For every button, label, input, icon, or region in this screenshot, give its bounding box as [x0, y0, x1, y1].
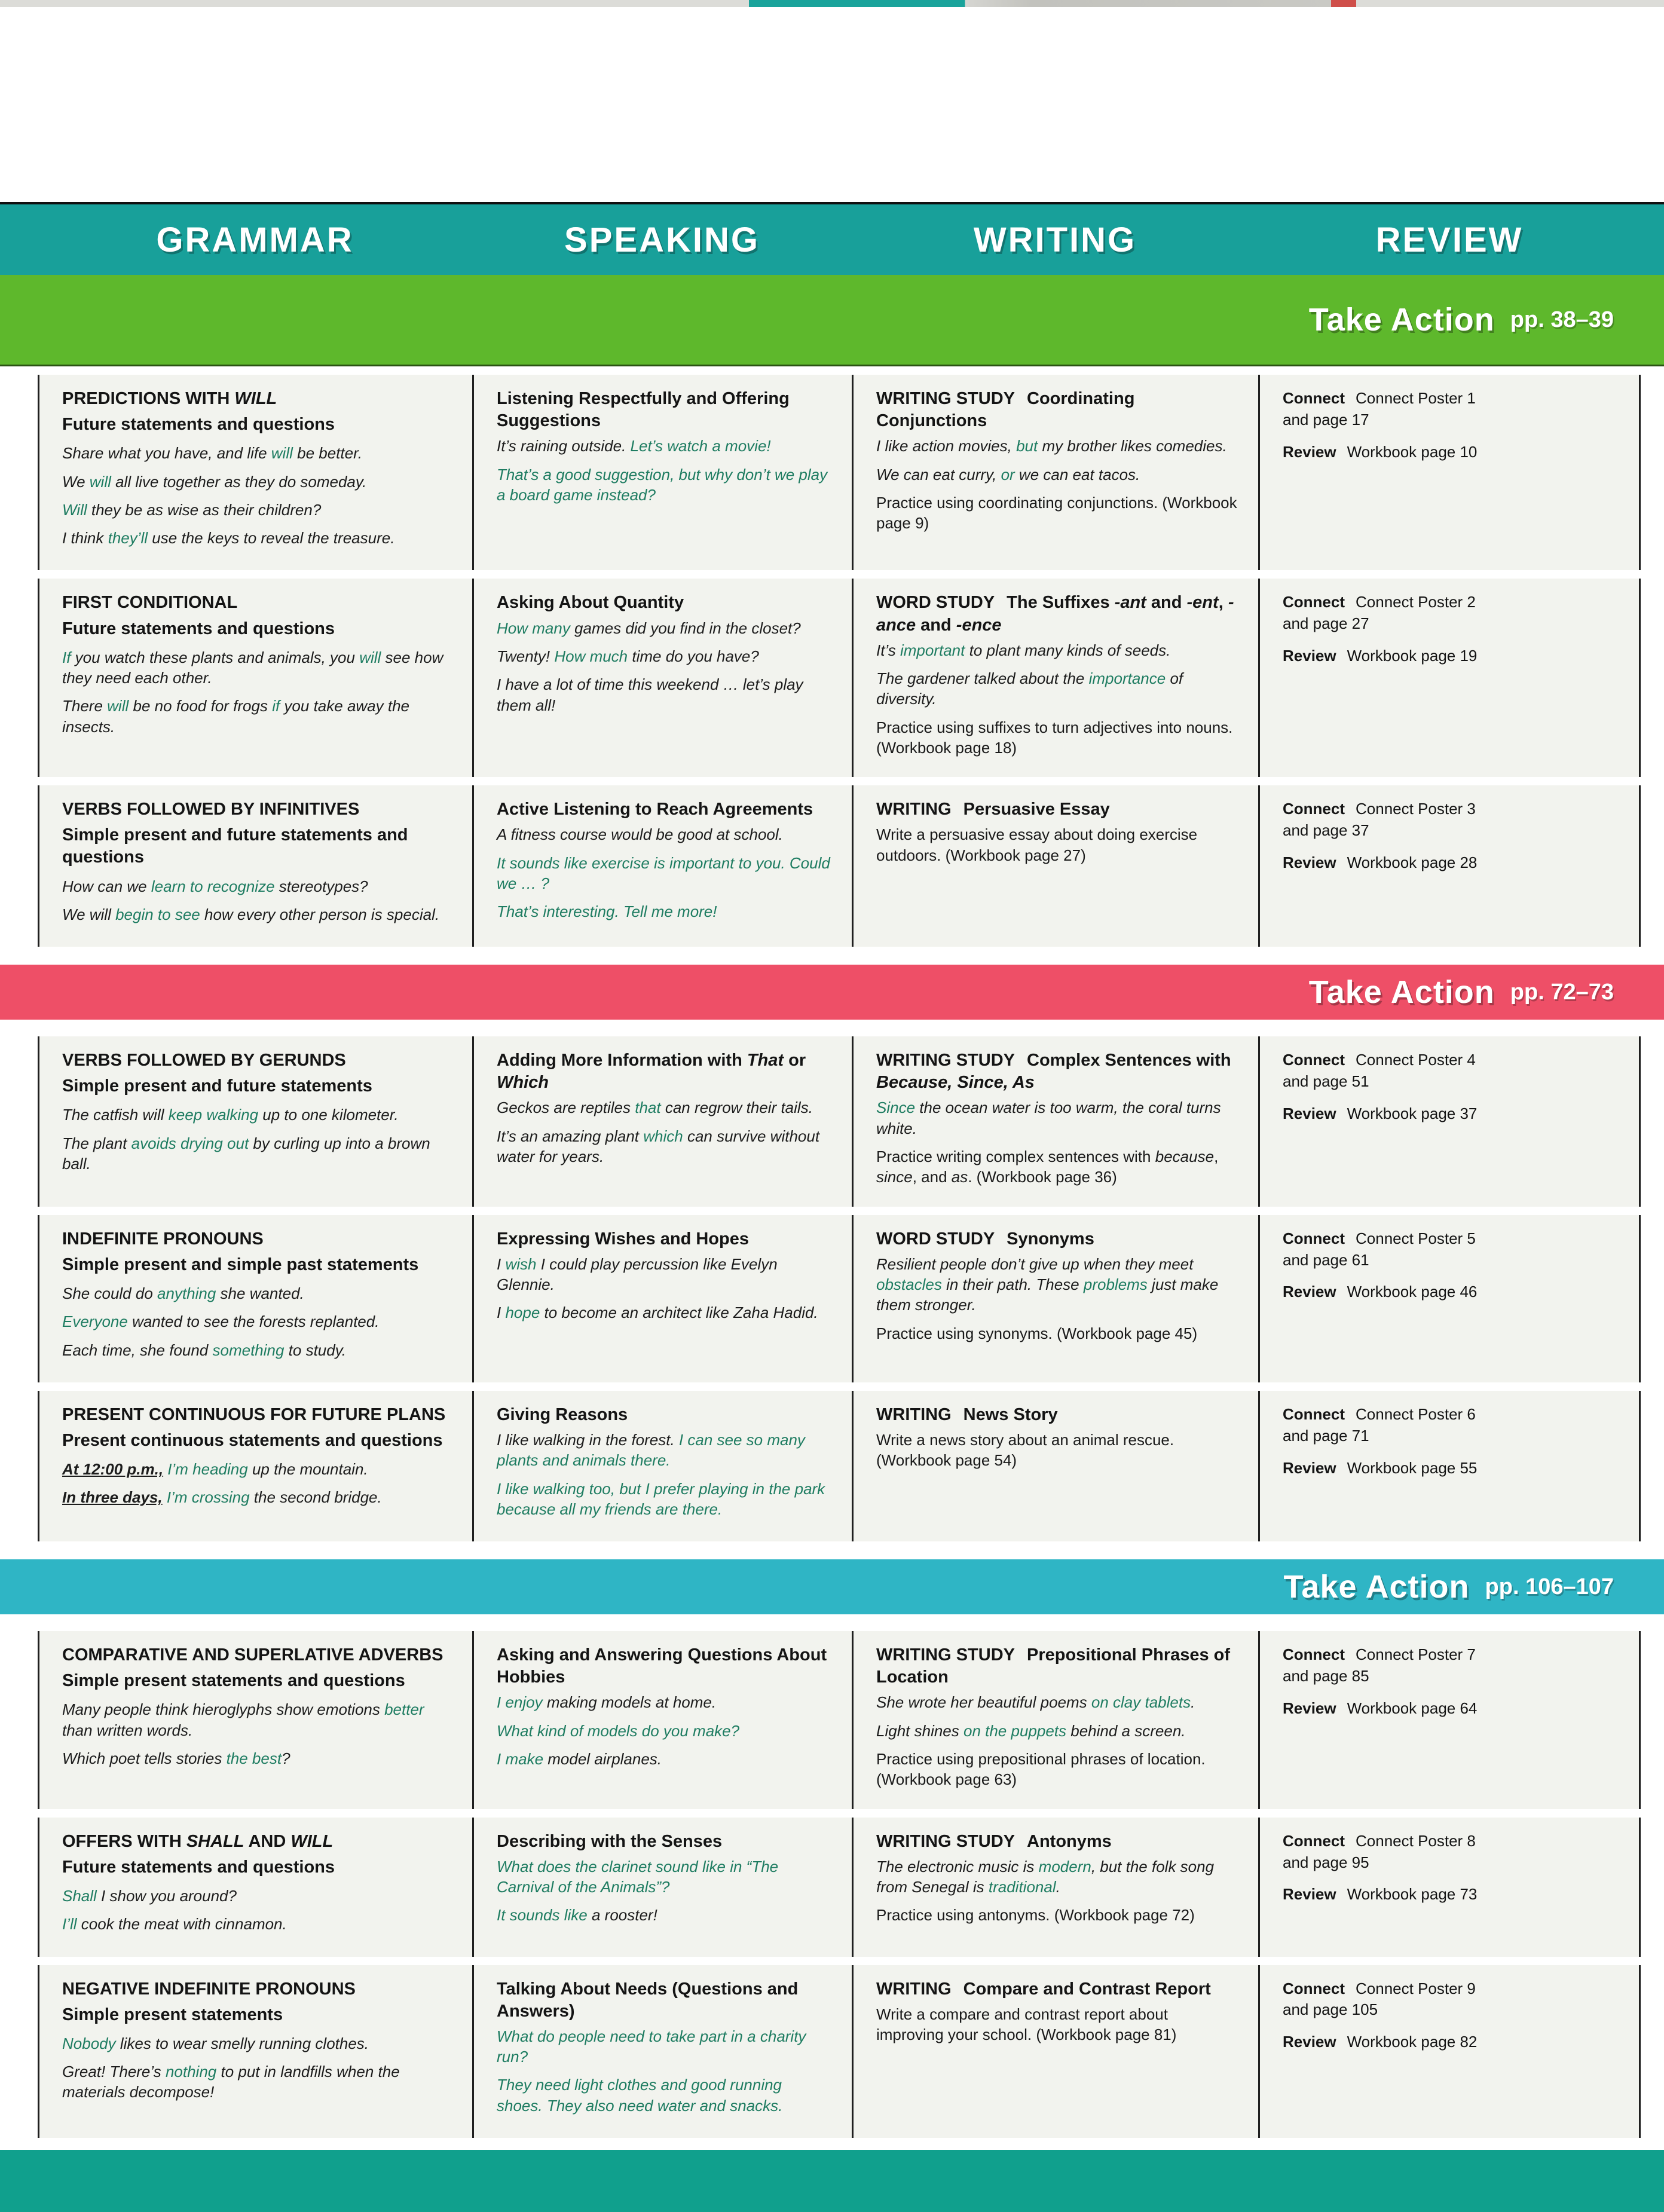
review-label: Review [1283, 2033, 1336, 2051]
review-label: Review [1283, 1283, 1336, 1301]
take-action-banner-3 [0, 1559, 1664, 1614]
connect-reference [1283, 798, 1619, 842]
speaking-cell [472, 1391, 852, 1541]
speaking-cell [472, 579, 852, 777]
writing-strand-label: WRITING [876, 1979, 952, 1999]
review-label: Review [1283, 647, 1336, 665]
example-sentence: I wish I could play percussion like Evelyn Glennie. [497, 1255, 778, 1294]
speaking-topic: Listening Respectfully and Offering Suggestions [497, 389, 790, 431]
example-sentence: I enjoy making models at home. [497, 1693, 717, 1712]
connect-reference [1283, 1978, 1619, 2021]
example-sentence: We will all live together as they do someday. [62, 472, 367, 491]
example-sentence: That’s interesting. Tell me more! [497, 902, 717, 921]
writing-strand-label: WRITING STUDY [876, 1831, 1015, 1851]
example-sentence: The gardener talked about the importance of diversity. [876, 669, 1183, 708]
grammar-cell [38, 1391, 472, 1541]
review-reference [1283, 852, 1619, 874]
grammar-cell [38, 785, 472, 947]
example-sentence: Shall I show you around? [62, 1886, 237, 1905]
grammar-topic: PRESENT CONTINUOUS FOR FUTURE PLANS [62, 1405, 446, 1424]
example-sentence: The electronic music is modern, but the folk song from Senegal is traditional. [876, 1857, 1215, 1896]
grammar-cell [38, 1631, 472, 1809]
example-sentence: If you watch these plants and animals, you will see how they need each other. [62, 648, 443, 687]
speaking-topic: Active Listening to Reach Agreements [497, 800, 813, 819]
connect-text-2: and page 85 [1283, 1667, 1369, 1685]
review-cell [1258, 1818, 1641, 1957]
connect-text: Connect Poster 4 [1356, 1051, 1476, 1069]
practice-note: Write a news story about an animal rescue. (Workbook page 54) [876, 1430, 1174, 1470]
example-sentence: Many people think hieroglyphs show emotions better than written words. [62, 1700, 424, 1739]
grammar-cell [38, 579, 472, 777]
connect-text-2: and page 95 [1283, 1853, 1369, 1871]
writing-topic: WORD STUDY Synonyms [876, 1229, 1094, 1249]
review-text: Workbook page 55 [1347, 1458, 1478, 1477]
take-action-pages: pp. 38–39 [1510, 307, 1614, 332]
writing-strand-label: WORD STUDY [876, 593, 995, 613]
connect-reference [1283, 592, 1619, 635]
example-sentence: Everyone wanted to see the forests replanted. [62, 1312, 380, 1331]
practice-note: Practice using coordinating conjunctions. (Workbook page 9) [876, 493, 1237, 533]
speaking-topic: Asking and Answering Questions About Hobbies [497, 1645, 827, 1687]
units-4-6-grid [0, 1028, 1664, 1551]
example-sentence: I make model airplanes. [497, 1750, 662, 1769]
review-cell [1258, 1215, 1641, 1382]
connect-label: Connect [1283, 1405, 1345, 1423]
example-sentence: Since the ocean water is too warm, the coral turns white. [876, 1099, 1221, 1137]
example-sentence: They need light clothes and good running shoes. They also need water and snacks. [497, 2076, 783, 2115]
connect-text-2: and page 17 [1283, 410, 1369, 429]
example-sentence: I like action movies, but my brother likes comedies. [876, 437, 1227, 455]
review-text: Workbook page 82 [1347, 2033, 1478, 2051]
example-sentence: Will they be as wise as their children? [62, 500, 322, 519]
grammar-subtitle: Simple present statements [62, 2005, 283, 2024]
grammar-topic: COMPARATIVE AND SUPERLATIVE ADVERBS [62, 1645, 443, 1665]
speaking-cell [472, 785, 852, 947]
review-reference [1283, 1103, 1619, 1125]
review-text: Workbook page 46 [1347, 1283, 1478, 1301]
connect-text: Connect Poster 5 [1356, 1229, 1476, 1247]
review-reference [1283, 1458, 1619, 1479]
grammar-subtitle: Simple present and simple past statements [62, 1255, 419, 1274]
unit-row [38, 785, 1641, 947]
connect-label: Connect [1283, 1051, 1345, 1069]
page-edge-artifact [0, 0, 1664, 7]
review-text: Workbook page 10 [1347, 442, 1478, 461]
practice-note: Write a compare and contrast report about improving your school. (Workbook page 81) [876, 2005, 1177, 2043]
column-header-speaking [472, 220, 852, 260]
grammar-cell [38, 1036, 472, 1206]
column-header-review-label: REVIEW [1375, 220, 1524, 259]
connect-label: Connect [1283, 800, 1345, 818]
take-action-pages: pp. 72–73 [1510, 979, 1614, 1005]
practice-note: Practice using antonyms. (Workbook page 72) [876, 1906, 1195, 1925]
units-1-3-grid [0, 366, 1664, 956]
column-header-band [0, 202, 1664, 275]
unit-row [38, 1818, 1641, 1957]
example-sentence: Which poet tells stories the best? [62, 1749, 290, 1768]
writing-topic: WRITING Compare and Contrast Report [876, 1979, 1211, 1999]
grammar-cell [38, 375, 472, 570]
connect-text: Connect Poster 3 [1356, 800, 1476, 818]
example-sentence: Resilient people don’t give up when they meet obstacles in their path. These problems just make them stronger. [876, 1255, 1219, 1314]
speaking-cell [472, 375, 852, 570]
example-sentence: In three days, I’m crossing the second bridge. [62, 1488, 382, 1507]
example-sentence: There will be no food for frogs if you take away the insects. [62, 697, 410, 736]
column-header-grammar [38, 220, 472, 260]
review-cell [1258, 1391, 1641, 1541]
connect-label: Connect [1283, 593, 1345, 611]
example-sentence: Share what you have, and life will be better. [62, 444, 363, 463]
review-reference [1283, 442, 1619, 463]
bottom-band [0, 2150, 1664, 2212]
review-cell [1258, 785, 1641, 947]
writing-cell [852, 1391, 1258, 1541]
connect-label: Connect [1283, 1229, 1345, 1247]
practice-note: Practice using synonyms. (Workbook page 45) [876, 1324, 1198, 1342]
example-sentence: I’ll cook the meat with cinnamon. [62, 1915, 287, 1933]
speaking-cell [472, 1965, 852, 2138]
connect-text: Connect Poster 2 [1356, 593, 1476, 611]
writing-topic: WRITING News Story [876, 1405, 1058, 1424]
writing-strand-label: WRITING STUDY [876, 389, 1015, 408]
writing-topic: WRITING STUDY Antonyms [876, 1831, 1112, 1851]
grammar-topic: VERBS FOLLOWED BY INFINITIVES [62, 800, 360, 819]
speaking-cell [472, 1215, 852, 1382]
review-cell [1258, 1965, 1641, 2138]
example-sentence: I like walking too, but I prefer playing in the park because all my friends are there. [497, 1479, 825, 1518]
grammar-subtitle: Future statements and questions [62, 619, 335, 638]
example-sentence: That’s a good suggestion, but why don’t we play a board game instead? [497, 465, 828, 504]
column-header-writing-label: WRITING [973, 220, 1137, 259]
grammar-cell [38, 1818, 472, 1957]
review-label: Review [1283, 442, 1336, 461]
connect-label: Connect [1283, 389, 1345, 407]
writing-cell [852, 1818, 1258, 1957]
example-sentence: I have a lot of time this weekend … let’s play them all! [497, 675, 803, 714]
writing-cell [852, 785, 1258, 947]
practice-note: Practice writing complex sentences with because, since, and as. (Workbook page 36) [876, 1148, 1219, 1186]
example-sentence: A fitness course would be good at school. [497, 825, 783, 844]
take-action-label: Take Action [1283, 1569, 1470, 1605]
practice-note: Practice using suffixes to turn adjectives into nouns. (Workbook page 18) [876, 718, 1233, 757]
example-sentence: It sounds like a rooster! [497, 1906, 657, 1925]
example-sentence: What does the clarinet sound like in “The Carnival of the Animals”? [497, 1857, 779, 1896]
grammar-subtitle: Simple present statements and questions [62, 1671, 405, 1691]
grammar-subtitle: Future statements and questions [62, 415, 335, 435]
unit-row [38, 579, 1641, 777]
example-sentence: Geckos are reptiles that can regrow their tails. [497, 1099, 813, 1117]
connect-text-2: and page 61 [1283, 1250, 1369, 1269]
review-reference [1283, 2032, 1619, 2053]
speaking-cell [472, 1631, 852, 1809]
connect-text-2: and page 105 [1283, 2000, 1378, 2019]
speaking-topic: Giving Reasons [497, 1405, 628, 1424]
review-cell [1258, 579, 1641, 777]
grammar-subtitle: Future statements and questions [62, 1857, 335, 1877]
writing-cell [852, 1036, 1258, 1206]
grammar-topic: INDEFINITE PRONOUNS [62, 1229, 264, 1249]
grammar-topic: NEGATIVE INDEFINITE PRONOUNS [62, 1979, 356, 1999]
unit-row [38, 1036, 1641, 1206]
example-sentence: We will begin to see how every other person is special. [62, 905, 440, 923]
example-sentence: Great! There’s nothing to put in landfills when the materials decompose! [62, 2063, 400, 2101]
example-sentence: She wrote her beautiful poems on clay tablets. [876, 1693, 1195, 1712]
writing-topic: WRITING STUDY Coordinating Conjunctions [876, 389, 1135, 431]
review-text: Workbook page 28 [1347, 853, 1478, 871]
connect-reference [1283, 1404, 1619, 1447]
speaking-topic: Expressing Wishes and Hopes [497, 1229, 749, 1249]
column-header-writing [852, 220, 1258, 260]
example-sentence: The plant avoids drying out by curling up into a brown ball. [62, 1134, 430, 1173]
take-action-label: Take Action [1308, 302, 1495, 338]
speaking-topic: Adding More Information with That or Which [497, 1051, 806, 1093]
speaking-topic: Asking About Quantity [497, 593, 684, 613]
connect-text: Connect Poster 8 [1356, 1831, 1476, 1850]
review-label: Review [1283, 1885, 1336, 1904]
connect-text-2: and page 71 [1283, 1426, 1369, 1445]
speaking-cell [472, 1818, 852, 1957]
connect-reference [1283, 1831, 1619, 1874]
practice-note: Write a persuasive essay about doing exercise outdoors. (Workbook page 27) [876, 825, 1198, 864]
speaking-topic: Talking About Needs (Questions and Answers) [497, 1979, 799, 2021]
connect-text-2: and page 51 [1283, 1072, 1369, 1091]
grammar-cell [38, 1965, 472, 2138]
grammar-subtitle: Simple present and future statements [62, 1076, 372, 1096]
writing-strand-label: WRITING STUDY [876, 1051, 1015, 1070]
writing-topic: WRITING STUDY Complex Sentences with Because, Since, As [876, 1051, 1231, 1093]
example-sentence: It’s raining outside. Let’s watch a movie! [497, 437, 771, 455]
top-margin [0, 7, 1664, 202]
example-sentence: It’s important to plant many kinds of seeds. [876, 641, 1171, 659]
connect-text: Connect Poster 9 [1356, 1979, 1476, 1997]
review-text: Workbook page 19 [1347, 647, 1478, 665]
writing-cell [852, 375, 1258, 570]
unit-row [38, 1631, 1641, 1809]
writing-topic: WORD STUDY The Suffixes -ant and -ent, -ance and -ence [876, 593, 1234, 635]
writing-strand-label: WORD STUDY [876, 1229, 995, 1249]
example-sentence: I hope to become an architect like Zaha Hadid. [497, 1304, 818, 1322]
example-sentence: Each time, she found something to study. [62, 1341, 347, 1359]
example-sentence: She could do anything she wanted. [62, 1284, 304, 1302]
connect-text: Connect Poster 1 [1356, 389, 1476, 407]
connect-label: Connect [1283, 1645, 1345, 1664]
connect-text: Connect Poster 7 [1356, 1645, 1476, 1664]
example-sentence: What kind of models do you make? [497, 1721, 740, 1740]
grammar-topic: PREDICTIONS WITH WILL [62, 389, 277, 408]
review-label: Review [1283, 1458, 1336, 1477]
writing-strand-label: WRITING [876, 1405, 952, 1424]
connect-text-2: and page 37 [1283, 821, 1369, 840]
grammar-topic: VERBS FOLLOWED BY GERUNDS [62, 1051, 346, 1070]
writing-strand-label: WRITING [876, 800, 952, 819]
review-cell [1258, 375, 1641, 570]
review-label: Review [1283, 1699, 1336, 1717]
writing-strand-label: WRITING STUDY [876, 1645, 1015, 1665]
connect-label: Connect [1283, 1979, 1345, 1997]
connect-reference [1283, 1228, 1619, 1271]
example-sentence: I like walking in the forest. I can see so many plants and animals there. [497, 1430, 805, 1470]
example-sentence: At 12:00 p.m., I’m heading up the mountain. [62, 1460, 368, 1479]
example-sentence: It’s an amazing plant which can survive without water for years. [497, 1127, 820, 1166]
take-action-banner-2 [0, 965, 1664, 1020]
writing-cell [852, 1631, 1258, 1809]
review-reference [1283, 1281, 1619, 1303]
example-sentence: Twenty! How much time do you have? [497, 647, 759, 665]
example-sentence: The catfish will keep walking up to one kilometer. [62, 1106, 399, 1124]
example-sentence: Nobody likes to wear smelly running clothes. [62, 2034, 369, 2052]
units-7-9-grid [0, 1623, 1664, 2147]
unit-row [38, 1965, 1641, 2138]
take-action-banner-1 [0, 275, 1664, 366]
column-header-review [1258, 220, 1641, 260]
grammar-subtitle: Simple present and future statements and questions [62, 825, 408, 867]
speaking-topic: Describing with the Senses [497, 1831, 723, 1851]
take-action-pages: pp. 106–107 [1485, 1574, 1614, 1599]
example-sentence: How many games did you find in the closet? [497, 619, 801, 637]
review-cell [1258, 1631, 1641, 1809]
review-text: Workbook page 64 [1347, 1699, 1478, 1717]
example-sentence: How can we learn to recognize stereotypes? [62, 877, 368, 895]
writing-topic: WRITING STUDY Prepositional Phrases of Location [876, 1645, 1231, 1687]
example-sentence: We can eat curry, or we can eat tacos. [876, 465, 1140, 484]
example-sentence: What do people need to take part in a charity run? [497, 2027, 806, 2066]
writing-cell [852, 1965, 1258, 2138]
review-text: Workbook page 37 [1347, 1104, 1478, 1122]
writing-cell [852, 1215, 1258, 1382]
unit-row [38, 375, 1641, 570]
grammar-cell [38, 1215, 472, 1382]
connect-text-2: and page 27 [1283, 614, 1369, 633]
unit-row [38, 1391, 1641, 1541]
connect-text: Connect Poster 6 [1356, 1405, 1476, 1423]
practice-note: Practice using prepositional phrases of location. (Workbook page 63) [876, 1750, 1206, 1789]
speaking-cell [472, 1036, 852, 1206]
example-sentence: It sounds like exercise is important to you. Could we … ? [497, 853, 830, 892]
writing-topic: WRITING Persuasive Essay [876, 800, 1110, 819]
column-header-speaking-label: SPEAKING [564, 220, 760, 259]
connect-label: Connect [1283, 1831, 1345, 1850]
review-text: Workbook page 73 [1347, 1885, 1478, 1904]
column-header-grammar-label: GRAMMAR [156, 220, 354, 259]
review-reference [1283, 1884, 1619, 1905]
grammar-subtitle: Present continuous statements and questions [62, 1430, 443, 1450]
review-label: Review [1283, 853, 1336, 871]
review-reference [1283, 1698, 1619, 1720]
example-sentence: I think they’ll use the keys to reveal the treasure. [62, 529, 395, 547]
connect-reference [1283, 388, 1619, 431]
connect-reference [1283, 1644, 1619, 1687]
grammar-topic: OFFERS WITH SHALL AND WILL [62, 1831, 334, 1851]
unit-row [38, 1215, 1641, 1382]
writing-cell [852, 579, 1258, 777]
take-action-label: Take Action [1308, 974, 1495, 1011]
review-cell [1258, 1036, 1641, 1206]
grammar-topic: FIRST CONDITIONAL [62, 593, 238, 613]
connect-reference [1283, 1050, 1619, 1093]
review-reference [1283, 645, 1619, 667]
review-label: Review [1283, 1104, 1336, 1122]
example-sentence: Light shines on the puppets behind a screen. [876, 1721, 1186, 1740]
